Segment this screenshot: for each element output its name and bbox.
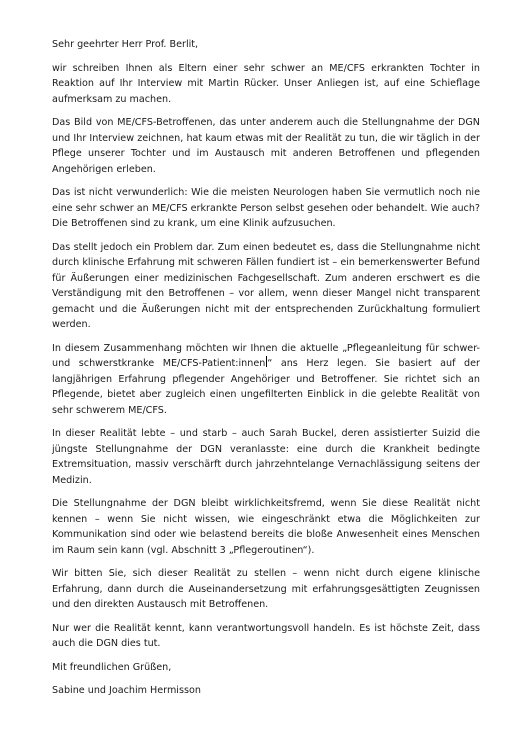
letter-paragraph: Das ist nicht verwunderlich: Wie die meisten Neurologen haben Sie vermutlich noch nie eine sehr schwer an ME/CFS erkrankte Person selbst gesehen oder behandelt. Wie auch? Die Betroffenen sind zu krank, um eine Klinik aufzusuchen. — [52, 187, 480, 229]
letter-document — [52, 37, 480, 707]
paragraph-text-after-caret: “ ans Herz legen. Sie basiert auf der langjährigen Erfahrung pflegender Angehöriger und Betroffener. Sie richtet sich an Pflegende, bietet aber zugleich einen ungefilterten Einblick in die gelebte Realität von sehr schwerem ME/CFS. — [52, 358, 480, 416]
letter-paragraph: Wir bitten Sie, sich dieser Realität zu stellen – wenn nicht durch eigene klinische Erfahrung, dann durch die Auseinandersetzung mit erfahrungsgesättigten Zeugnissen und den direkten Austausch mit Betroffenen. — [52, 568, 480, 610]
letter-paragraph-with-caret — [52, 341, 480, 419]
letter-closing: Mit freundlichen Grüßen, — [52, 661, 172, 673]
letter-paragraph: Die Stellungnahme der DGN bleibt wirklichkeitsfremd, wenn Sie diese Realität nicht kennen – wenn Sie nicht wissen, wie eingeschränkt etwa die Möglichkeiten zur Kommunikation sind oder wie belastend bereits die bloße Anwesenheit eines Menschen im Raum sein kann (vgl. Abschnitt 3 „Pflegeroutinen“). — [52, 498, 480, 556]
letter-salutation: Sehr geehrter Herr Prof. Berlit, — [52, 39, 199, 50]
letter-paragraph: Das Bild von ME/CFS-Betroffenen, das unter anderem auch die Stellungnahme der DGN und Ihr Interview zeichnen, hat kaum etwas mit der Realität zu tun, die wir täglich in der Pflege unserer Tochter und im Austausch mit anderen Betroffenen und pflegenden Angehörigen erleben. — [52, 117, 480, 175]
letter-paragraph: Nur wer die Realität kennt, kann verantwortungsvoll handeln. Es ist höchste Zeit, dass auch die DGN dies tut. — [52, 622, 480, 649]
letter-paragraph: Das stellt jedoch ein Problem dar. Zum einen bedeutet es, dass die Stellungnahme nicht durch klinische Erfahrung mit schweren Fällen fundiert ist – ein bemerkenswerter Befund für Äußerungen einer medizinischen Fachgesellschaft. Zum anderen erschwert es die Verständigung mit den Betroffenen – vor allem, wenn dieser Mangel nicht transparent gemacht und die Äußerungen nicht mit der entsprechenden Zurückhaltung formuliert werden. — [52, 241, 480, 330]
letter-paragraph: In dieser Realität lebte – und starb – auch Sarah Buckel, deren assistierter Suizid die jüngste Stellungnahme der DGN veranlasste: eine durch die Krankheit bedingte Extremsituation, massiv verschärft durch jahrzehntelange Vernachlässigung seitens der Medizin. — [52, 428, 480, 486]
paragraph-text-before-caret: In diesem Zusammenhang möchten wir Ihnen die aktuelle „Pflegeanleitung für schwer- und schwerstkranke ME/CFS-Patient:innen — [52, 342, 480, 369]
letter-paragraph: wir schreiben Ihnen als Eltern einer sehr schwer an ME/CFS erkrankten Tochter in Reaktion auf Ihr Interview mit Martin Rücker. Unser Anliegen ist, auf eine Schieflage aufmerksam zu machen. — [52, 62, 480, 105]
letter-signature: Sabine und Joachim Hermisson — [52, 685, 201, 696]
